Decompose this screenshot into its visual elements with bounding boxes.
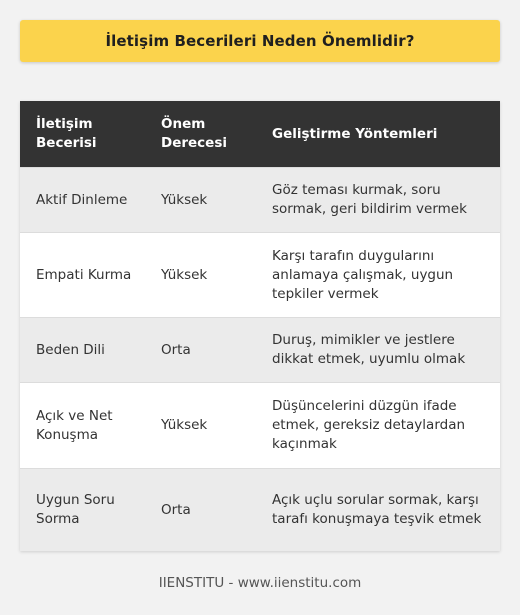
cell-skill: Beden Dili — [20, 318, 145, 383]
cell-importance: Yüksek — [145, 383, 256, 469]
table-row — [20, 469, 500, 552]
header-importance: Önem Derecesi — [145, 101, 256, 168]
cell-methods: Karşı tarafın duygularını anlamaya çalışmak, uygun tepkiler vermek — [256, 233, 500, 318]
cell-importance: Yüksek — [145, 233, 256, 318]
cell-skill: Uygun Soru Sorma — [20, 469, 145, 552]
footer-credit: IIENSTITU - www.iienstitu.com — [158, 575, 362, 591]
table-row — [20, 383, 500, 469]
cell-skill: Aktif Dinleme — [20, 168, 145, 233]
page-title: İletişim Becerileri Neden Önemlidir? — [105, 32, 415, 50]
cell-importance: Orta — [145, 318, 256, 383]
cell-skill: Açık ve Net Konuşma — [20, 383, 145, 469]
skills-table — [20, 101, 500, 551]
table-row — [20, 233, 500, 318]
table-header-row — [20, 101, 500, 168]
cell-methods: Göz teması kurmak, soru sormak, geri bildirim vermek — [256, 168, 500, 233]
cell-methods: Duruş, mimikler ve jestlere dikkat etmek, uyumlu olmak — [256, 318, 500, 383]
table-row — [20, 318, 500, 383]
cell-importance: Orta — [145, 469, 256, 552]
cell-methods: Düşüncelerini düzgün ifade etmek, gereksiz detaylardan kaçınmak — [256, 383, 500, 469]
header-methods: Geliştirme Yöntemleri — [256, 101, 500, 168]
title-banner — [20, 20, 500, 62]
header-skill: İletişim Becerisi — [20, 101, 145, 168]
cell-skill: Empati Kurma — [20, 233, 145, 318]
cell-importance: Yüksek — [145, 168, 256, 233]
cell-methods: Açık uçlu sorular sormak, karşı tarafı konuşmaya teşvik etmek — [256, 469, 500, 552]
table-row — [20, 168, 500, 233]
